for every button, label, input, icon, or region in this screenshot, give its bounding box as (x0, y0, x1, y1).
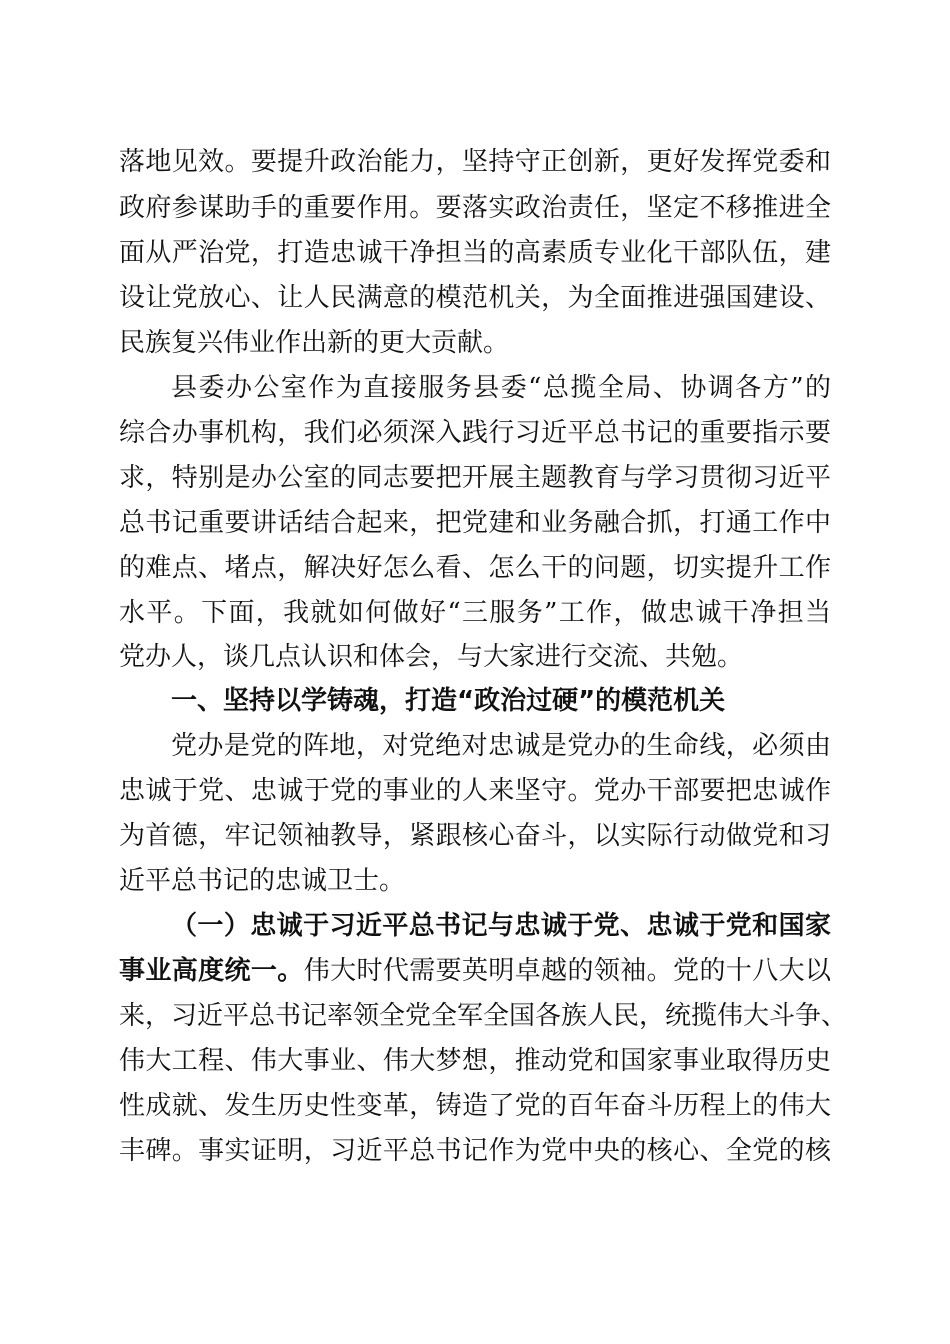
paragraph-3-line-1: 党办是党的阵地，对党绝对忠诚是党办的生命线，必须由 (171, 731, 831, 761)
paragraph-1-line-2: 政府参谋助手的重要作用。要落实政治责任，坚定不移推进全 (119, 193, 831, 223)
paragraph-2-line-7: 党办人，谈几点认识和体会，与大家进行交流、共勉。 (119, 642, 744, 672)
paragraph-1-line-3: 面从严治党，打造忠诚干净担当的高素质专业化干部队伍，建 (119, 238, 831, 268)
subheading-1-line-2: 事业高度统一。 (119, 956, 304, 986)
paragraph-2-line-2: 综合办事机构，我们必须深入践行习近平总书记的重要指示要 (119, 418, 831, 448)
paragraph-3-line-2: 忠诚于党、忠诚于党的事业的人来坚守。党办干部要把忠诚作 (119, 776, 831, 806)
paragraph-2-line-3: 求，特别是办公室的同志要把开展主题教育与学习贯彻习近平 (119, 463, 831, 493)
subheading-1-line-1: （一）忠诚于习近平总书记与忠诚于党、忠诚于党和国家 (171, 911, 831, 941)
paragraph-1-line-5: 民族复兴伟业作出新的更大贡献。 (119, 328, 510, 358)
paragraph-4-line-2 (119, 948, 831, 994)
paragraph-1-line-4: 设让党放心、让人民满意的模范机关，为全面推进强国建设、 (119, 283, 831, 313)
paragraph-2-line-1: 县委办公室作为直接服务县委“总揽全局、协调各方”的 (171, 373, 831, 403)
paragraph-4-line-3: 来，习近平总书记率领全党全军全国各族人民，统揽伟大斗争、 (119, 1001, 848, 1031)
paragraph-2-line-5: 的难点、堵点，解决好怎么看、怎么干的问题，切实提升工作 (119, 553, 831, 583)
section-heading-1: 一、坚持以学铸魂，打造“政治过硬”的模范机关 (171, 686, 726, 716)
paragraph-2-line-6: 水平。下面，我就如何做好“三服务”工作，做忠诚干净担当 (119, 598, 831, 628)
paragraph-2-line-4: 总书记重要讲话结合起来，把党建和业务融合抓，打通工作中 (119, 508, 831, 538)
paragraph-1-line-1: 落地见效。要提升政治能力，坚持守正创新，更好发挥党委和 (119, 147, 831, 177)
paragraph-3-line-4: 近平总书记的忠诚卫士。 (119, 866, 406, 896)
paragraph-3-line-3: 为首德，牢记领袖教导，紧跟核心奋斗，以实际行动做党和习 (119, 821, 831, 851)
paragraph-4-line-6: 丰碑。事实证明，习近平总书记作为党中央的核心、全党的核 (119, 1136, 831, 1166)
paragraph-4-line-2-rest: 伟大时代需要英明卓越的领袖。党的十八大以 (303, 956, 831, 986)
paragraph-4-line-5: 性成就、发生历史性变革，铸造了党的百年奋斗历程上的伟大 (119, 1091, 831, 1121)
paragraph-4-line-4: 伟大工程、伟大事业、伟大梦想，推动党和国家事业取得历史 (119, 1046, 831, 1076)
